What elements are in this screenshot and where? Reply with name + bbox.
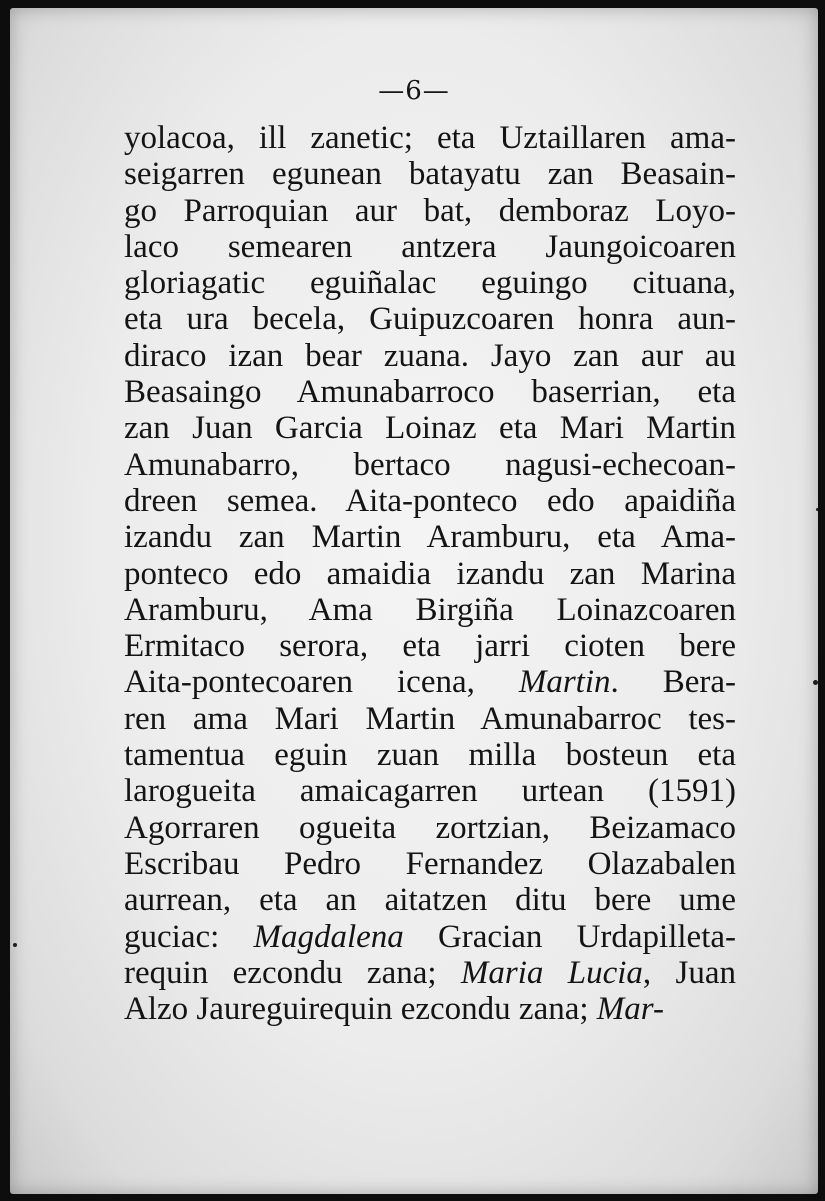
text-run: Ermitaco serora, eta jarri cioten bere — [124, 628, 736, 665]
page-number: —6— — [378, 76, 450, 106]
text-run: izandu zan Martin Aramburu, eta Ama- — [124, 519, 736, 556]
text-run: . Bera- — [610, 664, 736, 701]
text-line — [124, 193, 736, 229]
text-line — [124, 991, 736, 1027]
text-run: ponteco edo amaidia izandu zan Marina — [124, 555, 736, 592]
text-line — [124, 882, 736, 918]
text-run: Agorraren ogueita zortzian, Beizamaco — [124, 809, 736, 846]
text-line — [124, 701, 736, 737]
text-run: eta ura becela, Guipuzcoaren honra aun- — [124, 301, 736, 338]
text-run: dreen semea. Aita-ponteco edo apaidiña — [124, 482, 736, 519]
text-run: diraco izan bear zuana. Jayo zan aur au — [124, 337, 736, 374]
text-line — [124, 338, 736, 374]
text-run: larogueita amaicagarren urtean (1591) — [124, 773, 736, 810]
text-run: go Parroquian aur bat, demboraz Loyo- — [124, 192, 736, 229]
text-run: Alzo Jaureguirequin ezcondu zana; — [124, 991, 597, 1028]
text-line — [124, 483, 736, 519]
text-run: Escribau Pedro Fernandez Olazabalen — [124, 845, 736, 882]
text-line — [124, 229, 736, 265]
print-speck — [816, 508, 818, 511]
italic-name: Maria Lucia — [460, 954, 643, 991]
text-run: seigarren egunean batayatu zan Beasain- — [124, 156, 736, 193]
text-run: tamentua eguin zuan milla bosteun eta — [124, 737, 736, 774]
text-run: ren ama Mari Martin Amunabarroc tes- — [124, 700, 736, 737]
text-run: gloriagatic eguiñalac eguingo cituana, — [124, 265, 736, 302]
text-line — [124, 955, 736, 991]
text-line — [124, 919, 736, 955]
text-line — [124, 447, 736, 483]
text-run: guciac: — [124, 918, 254, 955]
text-run: Beasaingo Amunabarroco baserrian, eta — [124, 374, 736, 411]
text-run: Amunabarro, bertaco nagusi-echecoan- — [124, 446, 736, 483]
text-line — [124, 628, 736, 664]
text-line — [124, 410, 736, 446]
body-text — [124, 120, 736, 1027]
text-run: , Juan — [642, 954, 736, 991]
italic-name: Martin — [518, 664, 611, 701]
book-page — [10, 8, 818, 1194]
text-line — [124, 374, 736, 410]
text-line — [124, 156, 736, 192]
text-line — [124, 664, 736, 700]
text-line — [124, 846, 736, 882]
text-run: Gracian Urdapilleta- — [403, 918, 737, 955]
text-line — [124, 556, 736, 592]
text-line — [124, 810, 736, 846]
text-line — [124, 301, 736, 337]
text-line — [124, 120, 736, 156]
text-run: laco semearen antzera Jaungoicoaren — [124, 228, 736, 265]
text-run: Aramburu, Ama Birgiña Loinazcoaren — [124, 591, 736, 628]
text-run: Aita-pontecoaren icena, — [124, 664, 519, 701]
text-run: yolacoa, ill zanetic; eta Uztaillaren ama- — [124, 120, 736, 156]
text-run: zan Juan Garcia Loinaz eta Mari Martin — [124, 410, 736, 447]
text-line — [124, 737, 736, 773]
print-speck — [813, 680, 818, 685]
italic-name: Mar- — [596, 991, 664, 1028]
text-run: requin ezcondu zana; — [124, 954, 461, 991]
text-line — [124, 265, 736, 301]
text-line — [124, 592, 736, 628]
italic-name: Magdalena — [253, 918, 404, 955]
text-run: aurrean, eta an aitatzen ditu bere ume — [124, 882, 736, 919]
text-line — [124, 519, 736, 555]
print-speck — [13, 943, 17, 947]
text-line — [124, 773, 736, 809]
